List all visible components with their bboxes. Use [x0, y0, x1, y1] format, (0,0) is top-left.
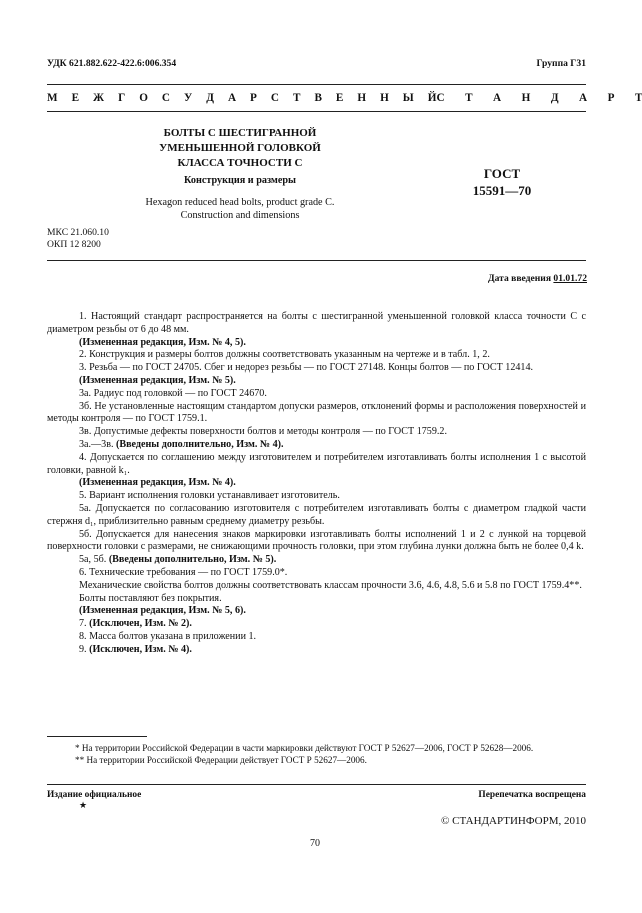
banner-letter: Н [521, 92, 531, 104]
banner-letter: Е [71, 92, 80, 104]
okp-code: ОКП 12 8200 [47, 239, 101, 250]
star-icon: ★ [79, 800, 88, 810]
banner-word-standard [436, 92, 642, 104]
paragraph-text: 6. Технические требования — по ГОСТ 1759.0*. [79, 566, 288, 578]
paragraph-text: 3в. Допустимые дефекты поверхности болтов и методы контроля — по ГОСТ 1759.2. [79, 426, 447, 438]
banner-letter: Й [427, 92, 437, 104]
body-paragraph [47, 580, 586, 593]
banner-letter: С [161, 92, 171, 104]
footnotes [47, 742, 586, 766]
banner-letter: Д [550, 92, 559, 104]
page-number: 70 [310, 838, 320, 849]
mks-code: МКС 21.060.10 [47, 227, 109, 238]
banner-letter: Г [118, 92, 126, 104]
paragraph-text: 5а. Допускается по согласованию изготовителя с потребителем изготавливать болты с диаметром гладкой части стержня d₁, приблизительно равным среднему диаметру резьбы. [47, 502, 586, 527]
top-rule [47, 84, 586, 85]
paragraph-text: 9. [79, 643, 90, 655]
banner-letter: Н [380, 92, 389, 104]
body-paragraph [47, 567, 586, 580]
title-line: БОЛТЫ С ШЕСТИГРАННОЙ [163, 127, 317, 139]
date-value: 01.01.72 [553, 273, 587, 284]
footnote: * На территории Российской Федерации в части маркировки действуют ГОСТ Р 52627—2006, ГОСТ Р 52628—2006. [75, 743, 534, 753]
footnote-rule [47, 736, 147, 737]
body-paragraph [47, 401, 586, 427]
paragraph-text: 3а. Радиус под головкой — по ГОСТ 24670. [79, 387, 267, 399]
paragraph-text: Болты поставляют без покрытия. [79, 592, 222, 604]
body-paragraph [47, 388, 586, 401]
gost-code: 15591—70 [472, 183, 532, 198]
body-paragraph [47, 593, 586, 606]
banner-letter: Т [634, 92, 642, 104]
banner-letter: Е [335, 92, 344, 104]
paragraph-text: 5. Вариант исполнения головки устанавливает изготовитель. [79, 490, 340, 502]
official-edition: Издание официальное [47, 790, 142, 800]
banner-letter: Ж [93, 92, 105, 104]
body-paragraph [47, 452, 586, 478]
title-line: УМЕНЬШЕННОЙ ГОЛОВКОЙ [159, 142, 321, 154]
gost-label: ГОСТ [483, 166, 521, 181]
banner-letter: Т [292, 92, 301, 104]
document-body [47, 311, 586, 657]
banner-letter: О [139, 92, 148, 104]
body-paragraph [47, 349, 586, 362]
document-title [150, 126, 330, 171]
body-paragraph [47, 362, 586, 375]
group-code: Группа Г31 [536, 58, 586, 69]
body-paragraph [47, 311, 586, 337]
amendment-note: (Измененная редакция, Изм. № 4, 5). [79, 336, 246, 348]
amendment-note: (Исключен, Изм. № 2). [89, 618, 192, 630]
amendment-note: (Измененная редакция, Изм. № 5, 6). [79, 605, 246, 617]
date-label: Дата введения [487, 273, 552, 284]
title-line: КЛАССА ТОЧНОСТИ С [177, 157, 303, 169]
footnote: ** На территории Российской Федерации действует ГОСТ Р 52627—2006. [75, 755, 367, 765]
body-paragraph [47, 644, 586, 657]
gost-number [452, 165, 552, 199]
standard-banner [47, 92, 642, 104]
copyright: © СТАНДАРТИНФОРМ, 2010 [441, 815, 586, 827]
banner-letter: В [314, 92, 322, 104]
banner-letter: Д [206, 92, 214, 104]
amendment-note: (Введены дополнительно, Изм. № 4). [116, 438, 284, 450]
udk-code: УДК 621.882.622-422.6:006.354 [47, 58, 177, 69]
document-subtitle: Конструкция и размеры [184, 175, 296, 186]
body-paragraph [47, 605, 586, 618]
paragraph-text: 5а, 5б. [79, 554, 109, 566]
banner-letter: А [227, 92, 237, 104]
paragraph-text: 7. [79, 618, 90, 630]
body-paragraph [47, 618, 586, 631]
body-paragraph [47, 439, 586, 452]
body-paragraph [47, 477, 586, 490]
paragraph-text: 4. Допускается по соглашению между изготовителем и потребителем изготавливать болты исполнения 1 с высотой головки, равной k₁. [47, 451, 586, 476]
paragraph-text: 2. Конструкция и размеры болтов должны соответствовать указанным на чертеже и в табл. 1, 2. [79, 349, 490, 361]
banner-letter: У [184, 92, 193, 104]
amendment-note: (Измененная редакция, Изм. № 5). [79, 374, 236, 386]
body-paragraph [47, 337, 586, 350]
banner-letter: Н [357, 92, 367, 104]
banner-letter: С [270, 92, 279, 104]
body-paragraph [47, 631, 586, 644]
body-paragraph [47, 375, 586, 388]
paragraph-text: Механические свойства болтов должны соответствовать классам прочности 3.6, 4.6, 4.8, 5.6 и 5.8 по ГОСТ 1759.4**. [79, 579, 582, 591]
banner-letter: Ы [402, 92, 414, 104]
body-paragraph [47, 554, 586, 567]
paragraph-text: 8. Масса болтов указана в приложении 1. [79, 630, 257, 642]
amendment-note: (Исключен, Изм. № 4). [89, 643, 192, 655]
body-paragraph [47, 503, 586, 529]
banner-rule [47, 111, 586, 112]
banner-letter: Т [465, 92, 473, 104]
paragraph-text: 1. Настоящий стандарт распространяется на болты с шестигранной уменьшенной головкой класса точности С с диаметром резьбы от 6 до 48 мм. [47, 311, 586, 335]
amendment-note: (Измененная редакция, Изм. № 4). [79, 477, 236, 489]
banner-letter: С [436, 92, 445, 104]
paragraph-text: 3а.—3в. [79, 438, 117, 450]
body-paragraph [47, 529, 586, 555]
banner-letter: А [579, 92, 588, 104]
paragraph-text: 5б. Допускается для нанесения знаков маркировки изготавливать болты исполнений 1 и 2 с лункой на торцевой поверхности головки с размерами, не снижающими прочность головки, при этом глубина лунки должна быть не более 0,4 k. [47, 528, 586, 553]
banner-letter: А [493, 92, 502, 104]
banner-letter: Р [607, 92, 615, 104]
english-title-line: Construction and dimensions [180, 210, 300, 221]
effective-date [488, 273, 587, 284]
reprint-prohibited: Перепечатка воспрещена [478, 790, 586, 800]
body-paragraph [47, 426, 586, 439]
codes-rule [47, 260, 586, 261]
paragraph-text: 3б. Не установленные настоящим стандартом допуски размеров, отклонений формы и расположения поверхностей и методы контроля — по ГОСТ 1759.1. [47, 400, 586, 425]
amendment-note: (Введены дополнительно, Изм. № 5). [108, 554, 277, 566]
classification-codes [47, 227, 109, 251]
paragraph-text: 3. Резьба — по ГОСТ 24705. Сбег и недорез резьбы — по ГОСТ 27148. Концы болтов — по ГОСТ 12414. [79, 362, 534, 374]
english-title-line: Hexagon reduced head bolts, product grade C. [145, 197, 335, 208]
footer-rule [47, 784, 586, 785]
banner-letter: Р [250, 92, 257, 104]
banner-letter: М [47, 92, 58, 104]
english-title [110, 196, 370, 222]
banner-word-interstate [47, 92, 436, 104]
body-paragraph [47, 490, 586, 503]
